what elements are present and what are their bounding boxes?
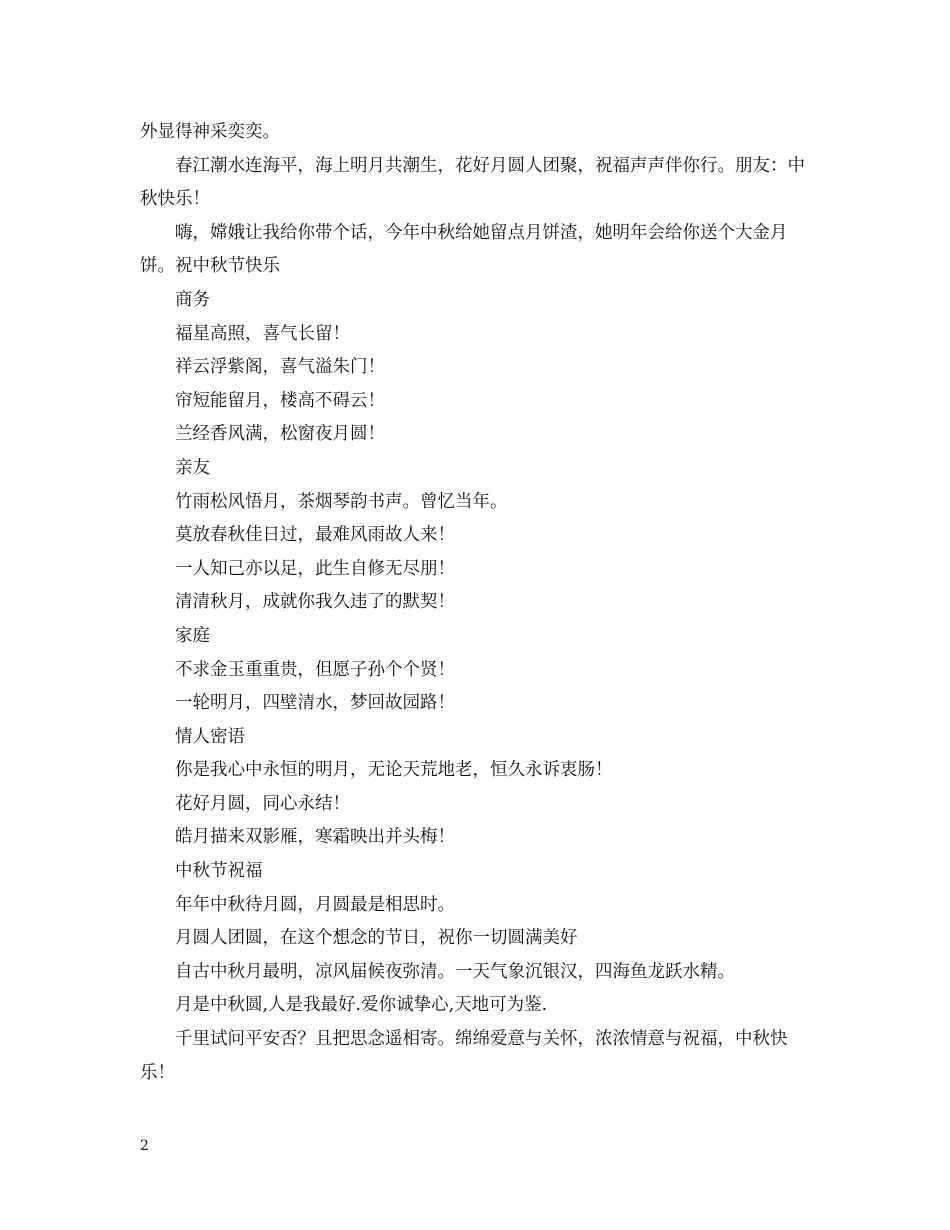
- list-item: 不求金玉重重贵，但愿子孙个个贤！: [175, 659, 455, 680]
- list-item: 兰经香风满，松窗夜月圆！: [175, 424, 385, 445]
- list-item: 一人知己亦以足，此生自修无尽朋！: [175, 558, 455, 579]
- section-heading-business: 商务: [175, 289, 210, 310]
- section-heading-mid-autumn: 中秋节祝福: [175, 861, 263, 882]
- list-item: 祥云浮紫阁，喜气溢朱门！: [175, 357, 385, 378]
- list-item: 千里试问平安否？且把思念遥相寄。绵绵爱意与关怀，浓浓情意与祝福，中秋快乐！: [140, 1029, 788, 1083]
- list-item: 竹雨松风悟月，茶烟琴韵书声。曾忆当年。: [175, 491, 508, 512]
- list-item: 你是我心中永恒的明月，无论天荒地老，恒久永诉衷肠！: [175, 760, 613, 781]
- section-heading-friends: 亲友: [175, 457, 210, 478]
- list-item: 自古中秋月最明，凉风届候夜弥清。一天气象沉银汉，四海鱼龙跃水精。: [175, 961, 735, 982]
- paragraph-greeting-change: 嗨，嫦娥让我给你带个话，今年中秋给她留点月饼渣，她明年会给你送个大金月饼。祝中秋节快乐: [140, 222, 788, 277]
- page-number: 2: [140, 1138, 149, 1154]
- list-item: 清清秋月，成就你我久违了的默契！: [175, 592, 455, 613]
- list-item: 花好月圆，同心永结！: [175, 793, 350, 814]
- list-item: 福星高照，喜气长留！: [175, 323, 350, 344]
- list-item: 年年中秋待月圆，月圆最是相思时。: [175, 894, 455, 915]
- section-heading-lovers: 情人密语: [175, 726, 245, 747]
- list-item: 月圆人团圆，在这个想念的节日，祝你一切圆满美好: [175, 928, 578, 949]
- paragraph-continuation: 外显得神采奕奕。: [140, 122, 280, 142]
- paragraph-greeting-friend: 春江潮水连海平，海上明月共潮生，花好月圆人团聚，祝福声声伴你行。朋友：中秋快乐！: [140, 155, 805, 210]
- list-item: 皓月描来双影雁，寒霜映出并头梅！: [175, 827, 455, 848]
- list-item: 月是中秋圆,人是我最好.爱你诚挚心,天地可为鉴.: [175, 995, 548, 1016]
- section-heading-family: 家庭: [175, 625, 210, 646]
- list-item: 一轮明月，四壁清水，梦回故园路！: [175, 693, 455, 714]
- document-body: [140, 116, 820, 1090]
- list-item: 莫放春秋佳日过，最难风雨故人来！: [175, 525, 455, 546]
- list-item: 帘短能留月，楼高不碍云！: [175, 390, 385, 411]
